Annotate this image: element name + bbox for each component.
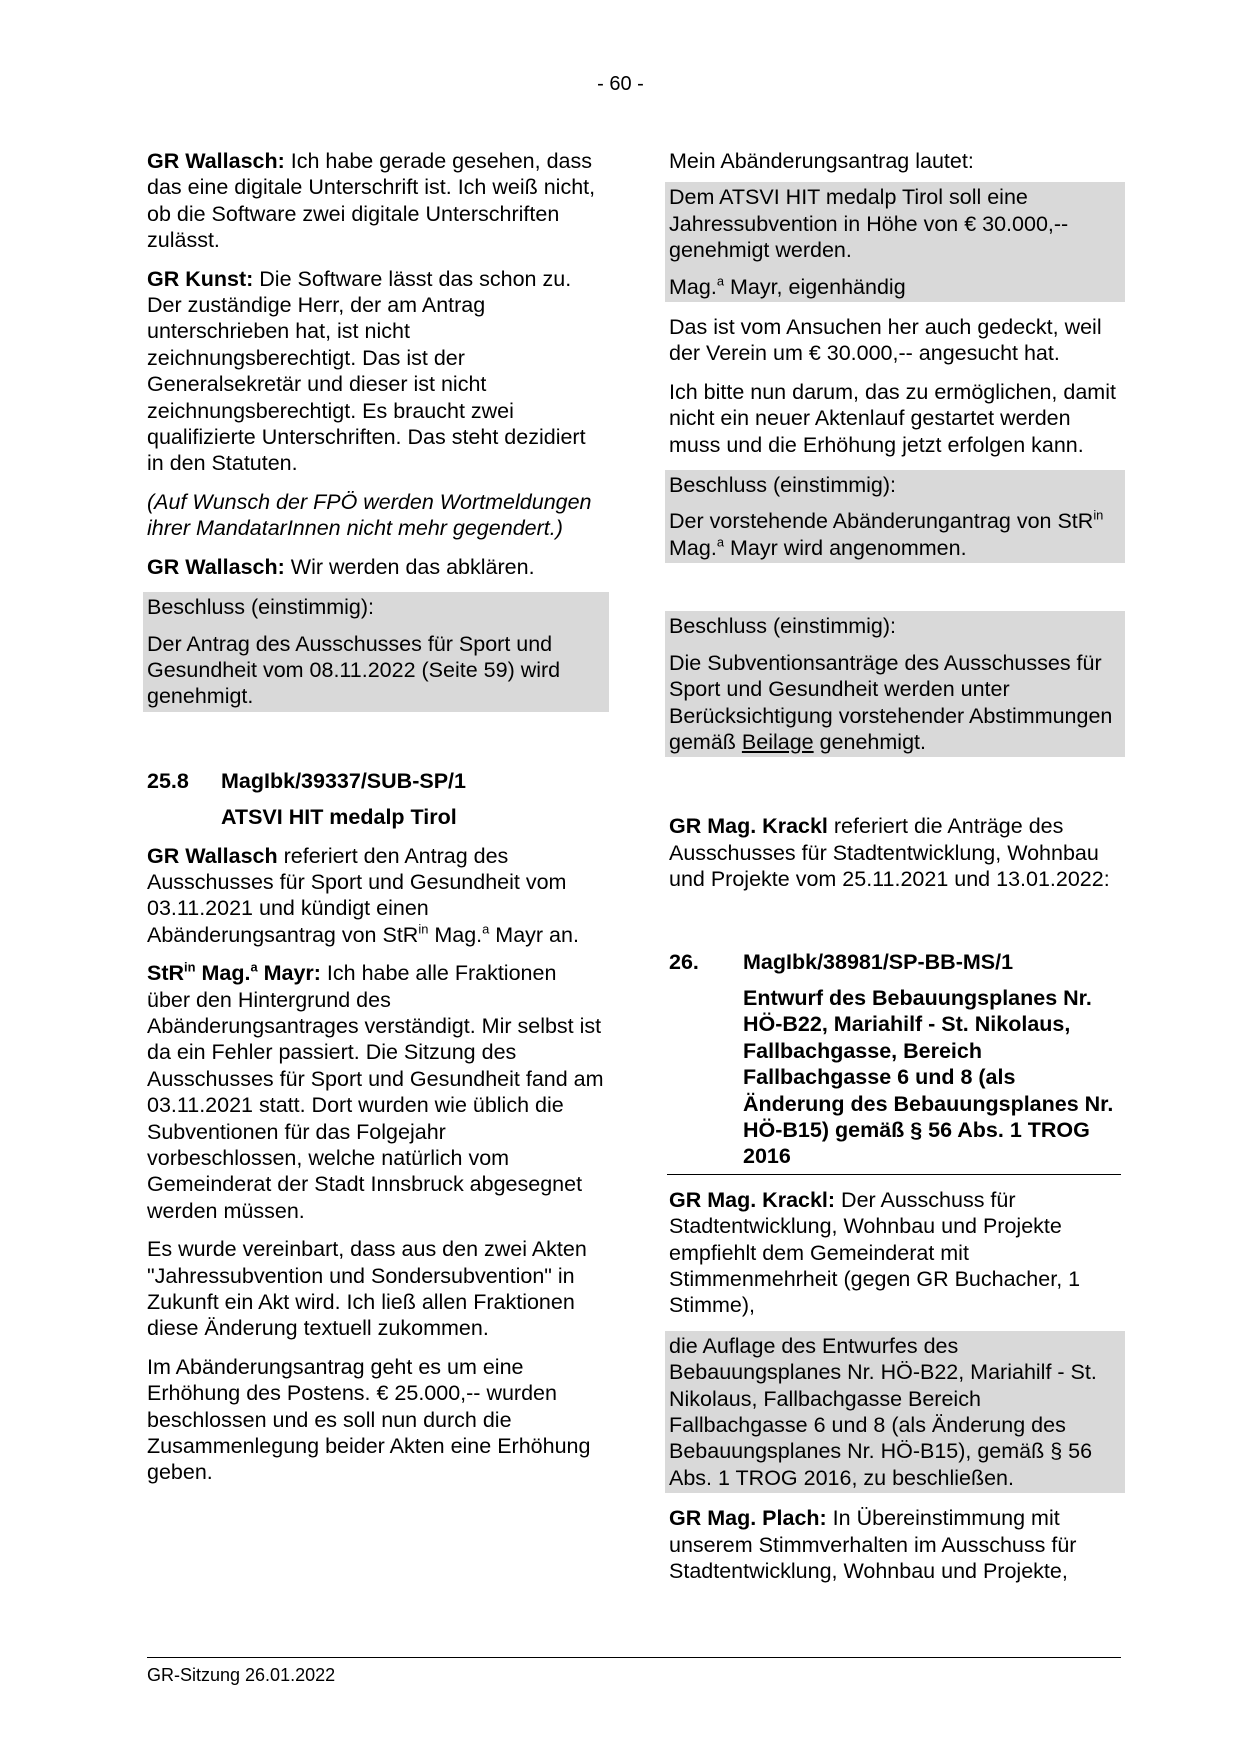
paragraph: Es wurde vereinbart, dass aus den zwei Akten "Jahressubvention und Sondersubvention" in Zukunft ein Akt wird. Ich ließ allen Fraktionen diese Änderung textuell zukommen.: [147, 1237, 587, 1341]
section-code: MagIbk/39337/SUB-SP/1: [221, 768, 466, 793]
paragraph: [669, 813, 1121, 892]
section-code: MagIbk/38981/SP-BB-MS/1: [743, 949, 1014, 974]
motion-box: [665, 182, 1125, 302]
speech-text: Wir werden das abklären.: [284, 554, 535, 579]
motion-text: Dem ATSVI HIT medalp Tirol soll eine Jahressubvention in Höhe von € 30.000,-- genehmigt werden.: [669, 185, 1069, 263]
superscript: a: [716, 534, 724, 550]
section-heading: [147, 768, 605, 794]
resolution-box: [665, 470, 1125, 563]
motion-box: [665, 1331, 1125, 1493]
superscript: a: [482, 921, 490, 937]
paragraph: [147, 843, 605, 949]
paragraph: [147, 148, 605, 254]
resolution-part: genehmigt.: [813, 729, 926, 754]
speech-text: referiert die Anträge des Ausschusses für Stadtentwicklung, Wohnbau und Projekte vom 25.11.2021 und 13.01.2022:: [669, 814, 1110, 892]
speaker-part: StR: [147, 961, 185, 986]
footer-divider: [147, 1657, 1121, 1658]
superscript: a: [250, 959, 258, 975]
speaker-name: GR Wallasch:: [147, 554, 285, 579]
speech-text: Mayr an.: [489, 922, 579, 947]
resolution-text: Der Antrag des Ausschusses für Sport und Gesundheit vom 08.11.2022 (Seite 59) wird genehmigt.: [147, 631, 561, 709]
signature: [669, 274, 1121, 300]
superscript: in: [418, 921, 429, 937]
paragraph: [147, 554, 605, 580]
paragraph: [147, 266, 605, 477]
resolution-label: Beschluss (einstimmig):: [669, 614, 896, 639]
right-column: [669, 148, 1121, 1596]
editorial-note: (Auf Wunsch der FPÖ werden Wortmeldungen ihrer MandatarInnen nicht mehr gegendert.): [147, 489, 592, 541]
section-title: ATSVI HIT medalp Tirol: [221, 805, 457, 830]
speech-text: referiert den Antrag des Ausschusses für Sport und Gesundheit vom 03.11.2021 und kündigt einen Abänderungsantrag von StR: [147, 843, 567, 947]
paragraph: [669, 1187, 1121, 1319]
speech-text: Ich habe alle Fraktionen über den Hintergrund des Abänderungsantrages verständigt. Mir selbst ist da ein Fehler passiert. Die Sitzung des Ausschusses für Sport und Gesundheit fand am 03.11.2021 statt. Dort wurden wie üblich die Subventionen für das Folgejahr vorbeschlossen, welche natürlich vom Gemeinderat der Stadt Innsbruck abgesegnet werden müssen.: [147, 961, 604, 1223]
speaker-name: GR Mag. Krackl:: [669, 1187, 836, 1212]
speaker-part: Mayr:: [257, 961, 321, 986]
superscript: a: [716, 273, 724, 289]
speech-text: In Übereinstimmung mit unserem Stimmverhalten im Ausschuss für Stadtentwicklung, Wohnbau und Projekte,: [669, 1506, 1077, 1584]
speech-text: Die Software lässt das schon zu. Der zuständige Herr, der am Antrag unterschrieben hat, ist nicht zeichnungsberechtigt. Das ist der Generalsekretär und dieser ist nicht zeichnungsberechtigt. Es braucht zwei qualifizierte Unterschriften. Das steht dezidiert in den Statuten.: [147, 266, 586, 476]
paragraph: Im Abänderungsantrag geht es um eine Erhöhung des Postens. € 25.000,-- wurden beschlossen und es soll nun durch die Zusammenlegung beider Akten eine Erhöhung geben.: [147, 1354, 591, 1485]
paragraph: Das ist vom Ansuchen her auch gedeckt, weil der Verein um € 30.000,-- angesucht hat.: [669, 315, 1102, 366]
section-number: 25.8: [147, 768, 189, 793]
resolution-part: Der vorstehende Abänderungantrag von StR: [669, 509, 1094, 534]
signature-part: Mayr, eigenhändig: [723, 274, 906, 299]
speaker-name: GR Wallasch: [147, 843, 278, 868]
resolution-box: [143, 592, 609, 712]
speaker-name: GR Mag. Krackl: [669, 814, 828, 839]
attachment-link[interactable]: Beilage: [741, 729, 814, 754]
resolution-part: Mag.: [669, 535, 717, 560]
resolution-box: [665, 611, 1125, 757]
resolution-text: [669, 650, 1121, 756]
resolution-label: Beschluss (einstimmig):: [147, 595, 374, 620]
paragraph: [147, 960, 605, 1224]
resolution-label: Beschluss (einstimmig):: [669, 473, 896, 498]
superscript: in: [184, 959, 196, 975]
signature-part: Mag.: [669, 274, 717, 299]
resolution-text: [669, 508, 1121, 561]
speech-text: Der Ausschuss für Stadtentwicklung, Wohnbau und Projekte empfiehlt dem Gemeinderat mit Stimmenmehrheit (gegen GR Buchacher, 1 Stimme),: [669, 1187, 1081, 1318]
resolution-part: Mayr wird angenommen.: [723, 535, 967, 560]
section-heading: [669, 949, 1121, 975]
speech-text: Ich habe gerade gesehen, dass das eine digitale Unterschrift ist. Ich weiß nicht, ob die Software zwei digitale Unterschriften zulässt.: [147, 149, 596, 253]
section-number: 26.: [669, 949, 699, 974]
section-title: [667, 985, 1121, 1175]
speaker-name: GR Kunst:: [147, 266, 254, 291]
left-column: [147, 148, 605, 1498]
section-title-text: Entwurf des Bebauungsplanes Nr. HÖ-B22, Mariahilf - St. Nikolaus, Fallbachgasse, Bereich Fallbachgasse 6 und 8 (als Änderung des Bebauungsplanes Nr. HÖ-B15) gemäß § 56 Abs. 1 TROG 2016: [743, 985, 1114, 1169]
superscript: in: [1093, 508, 1104, 524]
speaker-name: [147, 961, 321, 985]
paragraph: Ich bitte nun darum, das zu ermöglichen, damit nicht ein neuer Aktenlauf gestartet werden muss und die Erhöhung jetzt erfolgen kann.: [669, 379, 1116, 457]
speaker-part: Mag.: [195, 961, 251, 986]
paragraph: Mein Abänderungsantrag lautet:: [669, 149, 974, 173]
page-number: - 60 -: [597, 73, 644, 95]
footer-text: GR-Sitzung 26.01.2022: [147, 1665, 336, 1685]
speech-text: Mag.: [428, 922, 483, 947]
speaker-name: GR Wallasch:: [147, 149, 285, 173]
paragraph: [669, 1505, 1121, 1584]
speaker-name: GR Mag. Plach:: [669, 1506, 827, 1531]
motion-text: die Auflage des Entwurfes des Bebauungsplanes Nr. HÖ-B22, Mariahilf - St. Nikolaus, Fallbachgasse Bereich Fallbachgasse 6 und 8 (als Änderung des Bebauungsplanes Nr. HÖ-B15), gemäß § 56 Abs. 1 TROG 2016, zu beschließen.: [669, 1333, 1097, 1490]
resolution-part: Die Subventionsanträge des Ausschusses für Sport und Gesundheit werden unter Berücksichtigung vorstehender Abstimmungen gemäß: [669, 650, 1113, 754]
